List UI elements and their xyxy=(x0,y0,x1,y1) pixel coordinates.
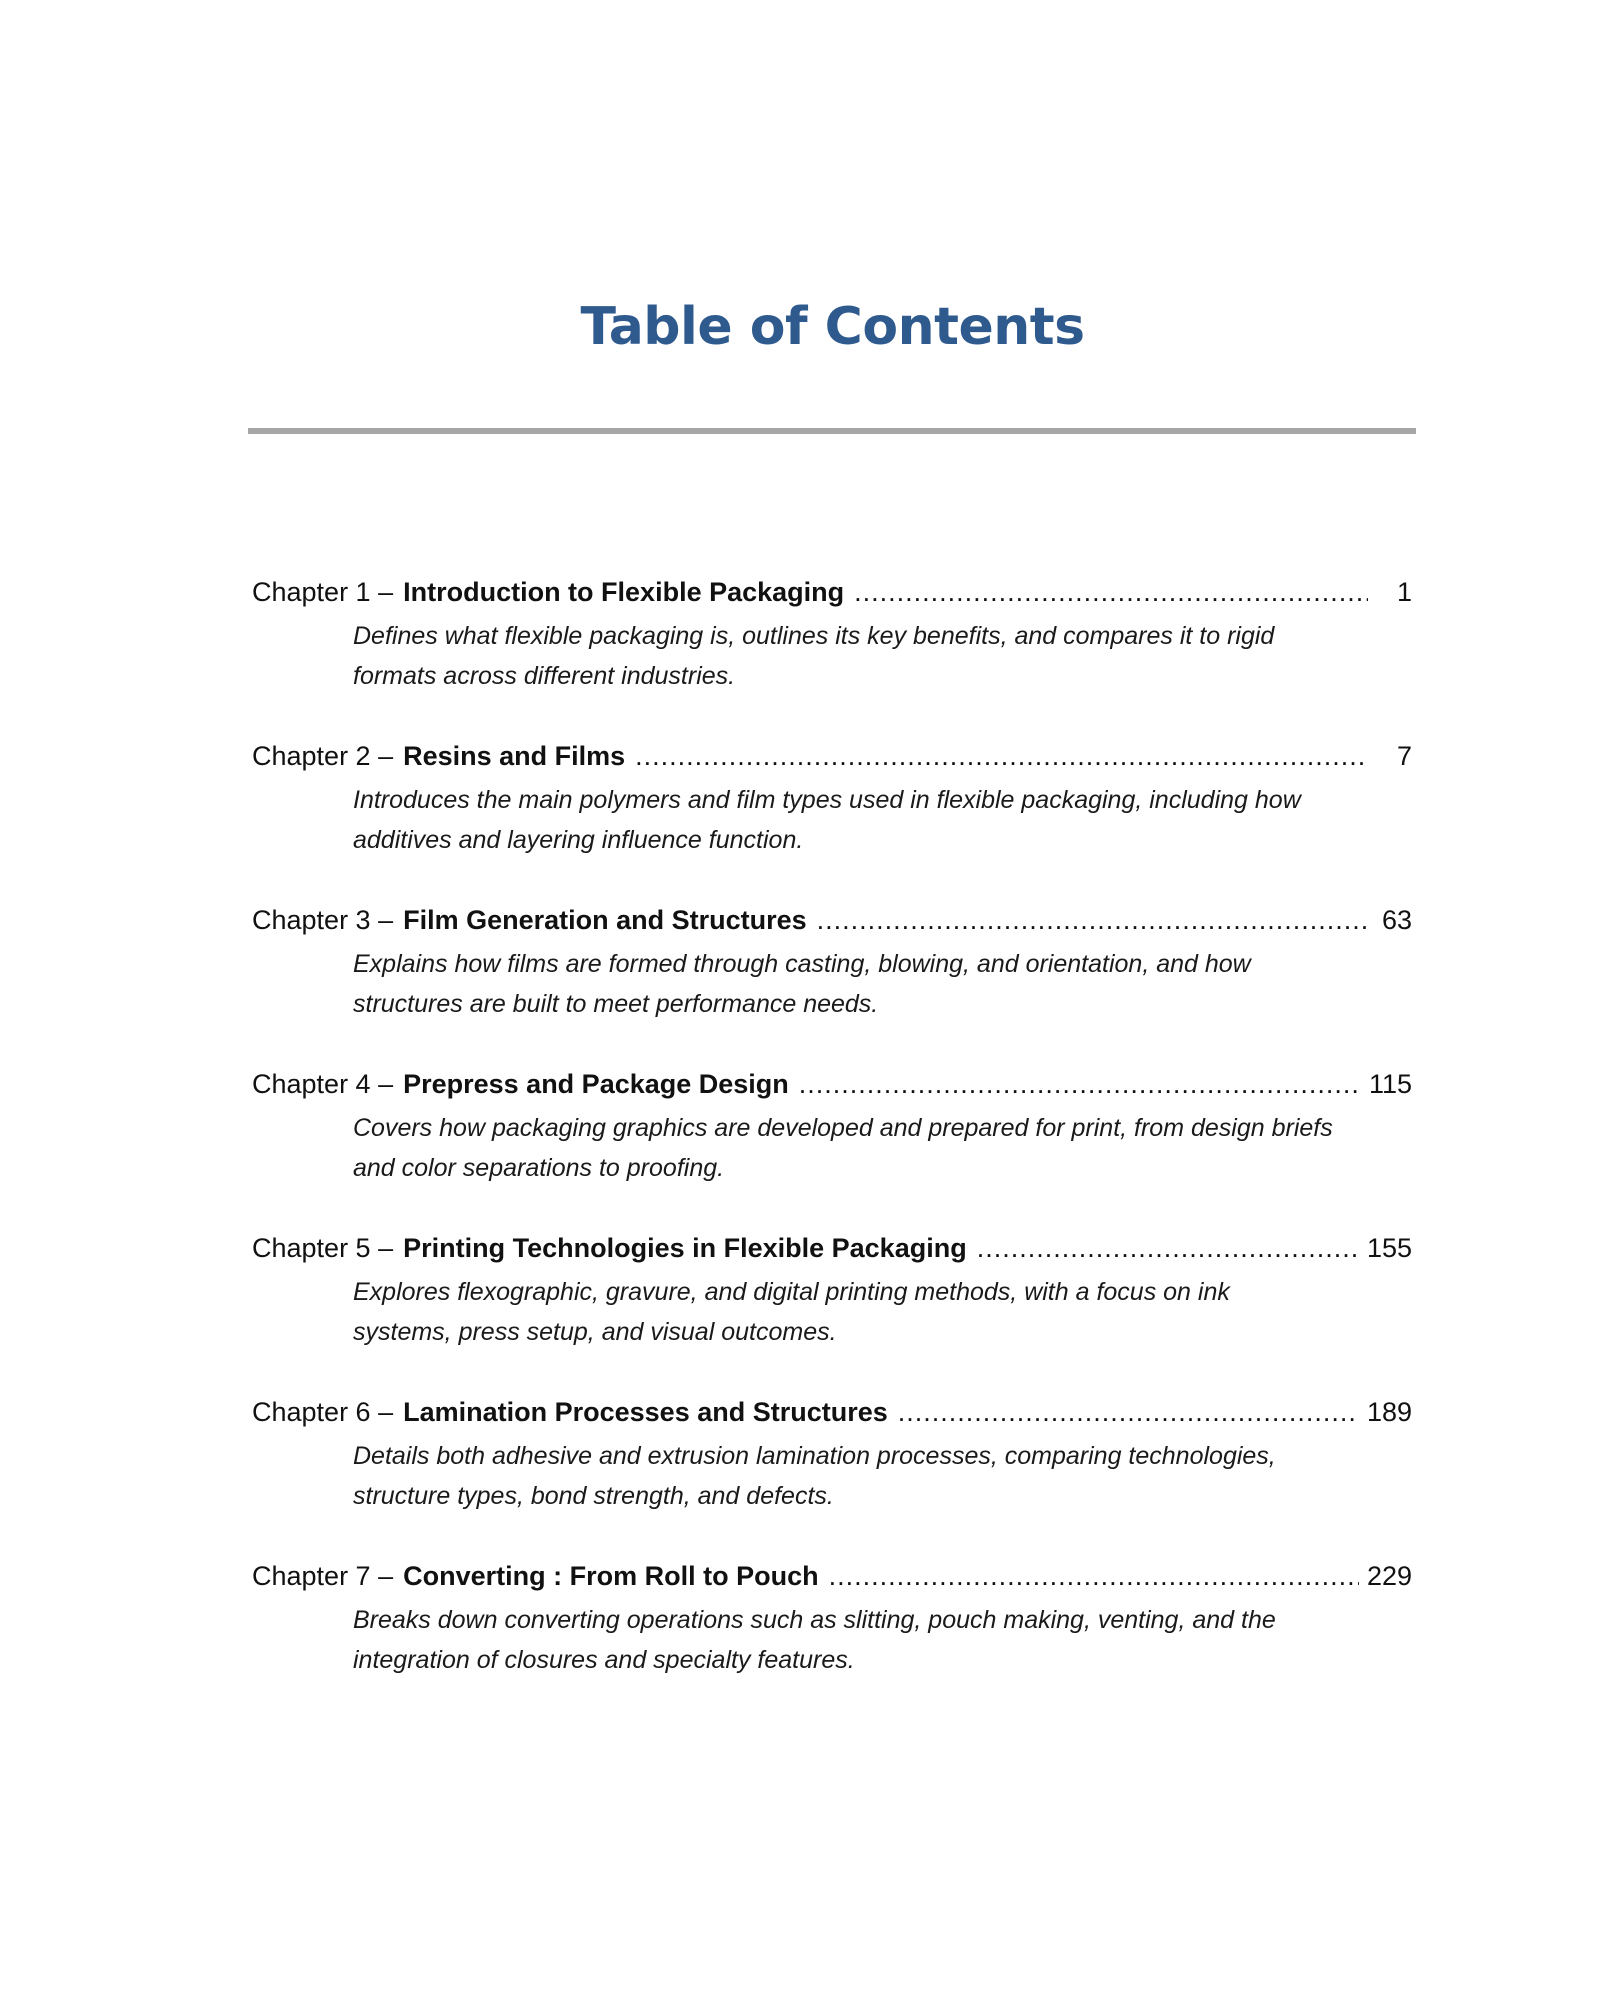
chapter-title[interactable]: Prepress and Package Design xyxy=(403,1069,789,1099)
chapter-description: Breaks down converting operations such as slitting, pouch making, venting, and the integration of closures and specialty features. xyxy=(353,1606,1276,1674)
dot-leader xyxy=(829,1554,1359,1598)
toc-entry-chapter-6[interactable] xyxy=(252,1390,1412,1554)
table-of-contents xyxy=(252,570,1412,1718)
page-number[interactable]: 229 xyxy=(1366,1561,1412,1591)
dot-leader xyxy=(898,1390,1359,1434)
toc-entry-chapter-2[interactable] xyxy=(252,734,1412,898)
toc-line[interactable] xyxy=(252,1390,1412,1434)
dot-leader xyxy=(635,734,1368,778)
chapter-description: Explores flexographic, gravure, and digital printing methods, with a focus on ink systems, press setup, and visual outcomes. xyxy=(353,1278,1230,1346)
page-title: Table of Contents xyxy=(580,296,1085,357)
dot-leader xyxy=(817,898,1368,942)
page-number[interactable]: 189 xyxy=(1366,1397,1412,1427)
title-divider xyxy=(248,428,1416,434)
toc-entry-chapter-7[interactable] xyxy=(252,1554,1412,1718)
chapter-title[interactable]: Printing Technologies in Flexible Packaging xyxy=(403,1233,967,1263)
chapter-label: Chapter 7 – xyxy=(252,1561,394,1591)
dot-leader xyxy=(977,1226,1359,1270)
page-number[interactable]: 7 xyxy=(1396,741,1412,771)
chapter-description: Defines what flexible packaging is, outlines its key benefits, and compares it to rigid formats across different industries. xyxy=(353,622,1275,690)
chapter-label: Chapter 3 – xyxy=(252,905,394,935)
chapter-label: Chapter 4 – xyxy=(252,1069,394,1099)
toc-line[interactable] xyxy=(252,570,1412,614)
chapter-title[interactable]: Introduction to Flexible Packaging xyxy=(403,577,845,607)
chapter-label: Chapter 2 – xyxy=(252,741,394,771)
chapter-label: Chapter 1 – xyxy=(252,577,394,607)
toc-entry-chapter-4[interactable] xyxy=(252,1062,1412,1226)
dot-leader xyxy=(854,570,1368,614)
toc-line[interactable] xyxy=(252,1554,1412,1598)
chapter-description: Explains how films are formed through casting, blowing, and orientation, and how structures are built to meet performance needs. xyxy=(353,950,1251,1018)
toc-entry-chapter-5[interactable] xyxy=(252,1226,1412,1390)
chapter-label: Chapter 6 – xyxy=(252,1397,394,1427)
chapter-description: Details both adhesive and extrusion lamination processes, comparing technologies, structure types, bond strength, and defects. xyxy=(353,1442,1276,1510)
page-number[interactable]: 155 xyxy=(1366,1233,1412,1263)
toc-line[interactable] xyxy=(252,898,1412,942)
toc-entry-chapter-3[interactable] xyxy=(252,898,1412,1062)
dot-leader xyxy=(799,1062,1361,1106)
chapter-title[interactable]: Lamination Processes and Structures xyxy=(403,1397,888,1427)
page-number[interactable]: 1 xyxy=(1396,577,1412,607)
chapter-title[interactable]: Converting : From Roll to Pouch xyxy=(403,1561,819,1591)
toc-line[interactable] xyxy=(252,1062,1412,1106)
chapter-description: Covers how packaging graphics are developed and prepared for print, from design briefs and color separations to proofing. xyxy=(353,1114,1333,1182)
page-number[interactable]: 115 xyxy=(1368,1069,1412,1099)
chapter-title[interactable]: Resins and Films xyxy=(403,741,626,771)
toc-line[interactable] xyxy=(252,734,1412,778)
chapter-label: Chapter 5 – xyxy=(252,1233,394,1263)
chapter-description: Introduces the main polymers and film types used in flexible packaging, including how additives and layering influence function. xyxy=(353,786,1301,854)
toc-entry-chapter-1[interactable] xyxy=(252,570,1412,734)
chapter-title[interactable]: Film Generation and Structures xyxy=(403,905,807,935)
toc-line[interactable] xyxy=(252,1226,1412,1270)
page-number[interactable]: 63 xyxy=(1381,905,1412,935)
